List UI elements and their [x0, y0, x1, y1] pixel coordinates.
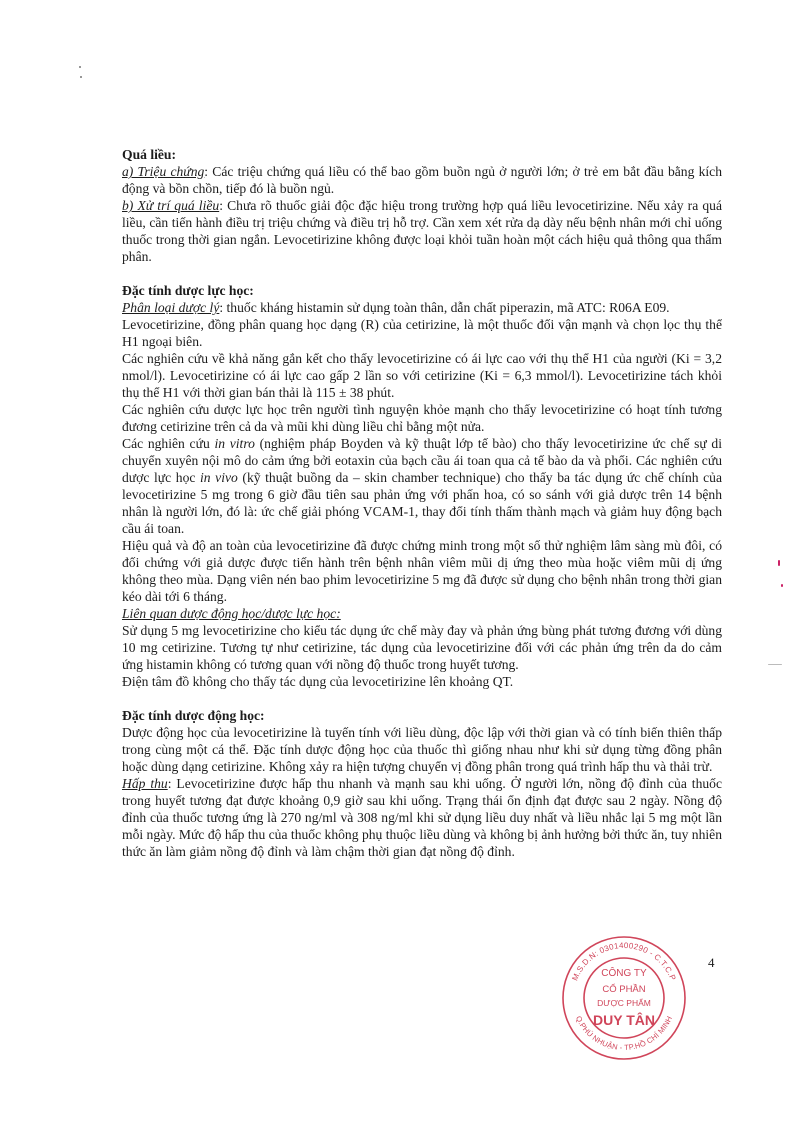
text-run: (kỹ thuật buồng da – skin chamber technique) cho thấy ba tác dụng ức chế chính của levocetirizine 5 mg trong 6 giờ đầu tiên sau phản ứng với phấn hoa, có so sánh với giả dược trên 14 bệnh nhân là người lớn, đó là: ức chế giải phóng VCAM-1, thay đổi tính thấm thành mạch và giảm huy động bạch cầu ái toan. [122, 470, 723, 536]
text-run: Các nghiên cứu [122, 436, 215, 451]
section-heading-overdose: Quá liều: [122, 147, 177, 162]
section-heading-pharmacodynamics: Đặc tính dược lực học: [122, 283, 254, 298]
svg-text:CÔNG TY: CÔNG TY [601, 968, 647, 979]
section-heading-pharmacokinetics: Đặc tính dược động học: [122, 708, 265, 723]
paragraph: Các nghiên cứu về khả năng gắn kết cho thấy levocetirizine có ái lực cao với thụ thể H1 của người (Ki = 3,2 nmol/l). Levocetirizine có ái lực cao gấp 2 lần so với cetirizine (Ki = 6,3 mmol/l). Levocetirizine tách khỏi thụ thể H1 với thời gian bán thải là 115 ± 38 phút. [122, 351, 722, 400]
overdose-symptoms [122, 163, 722, 197]
page-number: 4 [708, 955, 715, 970]
italic-term: in vivo [200, 470, 238, 485]
italic-term: in vitro [214, 436, 255, 451]
scan-speck [79, 66, 81, 68]
svg-text:DƯỢC PHẨM: DƯỢC PHẨM [597, 998, 651, 1008]
relation-text: Sử dụng 5 mg levocetirizine cho kiểu tác dụng ức chế mày đay và phản ứng bùng phát tương đương với dùng 10 mg cetirizine. Tương tự như cetirizine, tác dụng của levocetirizine đối với các phản ứng trên da do cảm ứng histamin không có tương quan với nồng độ thuốc trong huyết tương. [122, 623, 722, 672]
svg-text:M.S.D.N: 0301400290 - C.T.C.P: M.S.D.N: 0301400290 - C.T.C.P [570, 940, 678, 982]
scan-speck [781, 584, 783, 587]
scan-speck [768, 664, 782, 665]
symptoms-text: : Các triệu chứng quá liều có thể bao gồm buồn ngủ ở người lớn; ở trẻ em bắt đầu bằng kích động và bồn chồn, tiếp đó là buồn ngủ. [122, 164, 722, 196]
paragraph-efficacy: Hiệu quả và độ an toàn của levocetirizine đã được chứng minh trong một số thử nghiệm lâm sàng mù đôi, có đối chứng với giả dược được tiến hành trên bệnh nhân viêm mũi dị ứng theo mùa hoặc viêm mũi dị ứng không theo mùa. Dạng viên nén bao phim levocetirizine 5 mg đã được sử dụng cho bệnh nhân trong thời gian kéo dài tới 6 tháng. [122, 538, 722, 604]
absorption [122, 775, 722, 860]
text-run: (nghiệm pháp Boyden và kỹ thuật lớp tế bào) cho thấy levocetirizine ức chế sự di chuyển xuyên nội mô do cảm ứng bởi eotaxin của bạch cầu ái toan qua cả tế bào da và phổi. Các nghiên cứu dược lực học [122, 436, 722, 485]
pk-intro: Dược động học của levocetirizine là tuyến tính với liều dùng, độc lập với thời gian và có tính biến thiên thấp trong cùng một cá thể. Đặc tính dược động học của thuốc thì giống nhau như khi sử dụng từng đồng phân hoặc dùng dạng cetirizine. Không xảy ra hiện tượng chuyển vị đồng phân trong quá trình hấp thu và thải trừ. [122, 725, 722, 774]
paragraph: Các nghiên cứu dược lực học trên người tình nguyện khỏe mạnh cho thấy levocetirizine có hoạt tính tương đương cetirizine trên cả da và mũi khi dùng liều chỉ bằng một nửa. [122, 402, 722, 434]
absorption-label: Hấp thu [122, 776, 168, 791]
scan-speck [80, 76, 82, 78]
pharmacological-class [122, 299, 722, 316]
scan-speck [778, 560, 780, 566]
svg-text:Q.PHÚ NHUẬN - TP.HỒ CHÍ MINH: Q.PHÚ NHUẬN - TP.HỒ CHÍ MINH [573, 1014, 675, 1053]
symptoms-label: a) Triệu chứng [122, 164, 205, 179]
paragraph-in-vitro [122, 435, 722, 537]
paragraph: Levocetirizine, đồng phân quang học dạng (R) của cetirizine, là một thuốc đối vận mạnh và chọn lọc thụ thể H1 ngoại biên. [122, 317, 722, 349]
svg-text:DUY TÂN: DUY TÂN [593, 1012, 655, 1028]
relation-label: Liên quan dược động học/dược lực học: [122, 606, 341, 621]
class-text: : thuốc kháng histamin sử dụng toàn thân, dẫn chất piperazin, mã ATC: R06A E09. [219, 300, 670, 315]
company-seal [560, 934, 688, 1062]
svg-text:CỔ PHẦN: CỔ PHẦN [602, 984, 646, 995]
treatment-label: b) Xử trí quá liều [122, 198, 220, 213]
absorption-text: : Levocetirizine được hấp thu nhanh và mạnh sau khi uống. Ở người lớn, nồng độ đỉnh của thuốc trong huyết tương đạt được khoảng 0,9 giờ sau khi uống. Trạng thái ổn định đạt được sau 2 ngày. Nồng độ đỉnh của thuốc tương ứng là 270 ng/ml và 308 ng/ml khi sử dụng liều duy nhất và liều nhắc lại 5 mg một lần mỗi ngày. Mức độ hấp thu của thuốc không phụ thuộc liều dùng và không bị ảnh hưởng bởi thức ăn, tuy nhiên thức ăn làm giảm nồng độ đỉnh và làm chậm thời gian đạt nồng độ đỉnh. [122, 776, 723, 859]
class-label: Phân loại dược lý [122, 300, 220, 315]
treatment-text: : Chưa rõ thuốc giải độc đặc hiệu trong trường hợp quá liều levocetirizine. Nếu xảy ra quá liều, cần tiến hành điều trị triệu chứng và điều trị hỗ trợ. Cần xem xét rửa dạ dày nếu bệnh nhân mới chỉ uống thuốc trong thời gian ngắn. Levocetirizine không được loại khỏi tuần hoàn một cách hiệu quả thông qua thẩm phân. [122, 198, 722, 264]
overdose-treatment [122, 197, 722, 265]
relation-subheading [122, 605, 722, 622]
ecg-text: Điện tâm đồ không cho thấy tác dụng của levocetirizine lên khoảng QT. [122, 674, 514, 689]
page-body [122, 146, 722, 860]
